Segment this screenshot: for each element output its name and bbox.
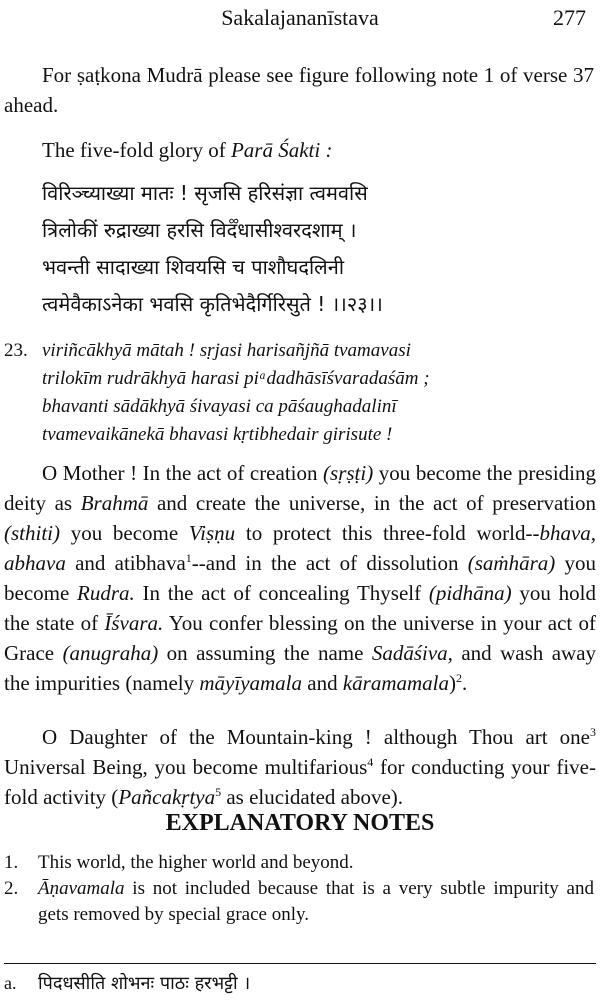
text-run: O Daughter of the Mountain-king ! although Thou art one — [42, 725, 590, 749]
text-run: Universal Being, you become multifarious — [4, 755, 368, 779]
section-heading — [42, 135, 562, 165]
verse-line-1: विरिञ्च्याख्या मातः ! सृजसि हरिसंज्ञा त्वमवसि — [42, 181, 368, 205]
translation-paragraph — [4, 458, 596, 698]
term-pancakrtya: Pañcakṛtya — [118, 785, 216, 809]
note-item — [4, 876, 594, 928]
text-run: In the act of concealing Thyself — [134, 581, 429, 605]
transliteration-line-4: tvamevaikānekā bhavasi kṛtibhedair girisute ! — [42, 424, 393, 445]
text-run: and wash away the impurities (namely — [4, 641, 597, 695]
term-sthiti: (sthiti) — [4, 521, 60, 545]
running-head — [0, 4, 600, 32]
verse-line-4: त्वमेवैकाऽनेका भवसि कृतिभेदैर्गिरिसुते ! ।।२३।। — [42, 292, 383, 316]
text-run: O Mother ! In the act of creation — [42, 461, 324, 485]
text-run: and — [302, 671, 343, 695]
term-anavamala: Āṇavamala — [38, 878, 125, 899]
intro-paragraph: For ṣaṭkona Mudrā please see figure following note 1 of verse 37 ahead. — [4, 63, 594, 117]
text-run: ) — [449, 671, 457, 695]
footnote-ref-3: 3 — [590, 725, 596, 739]
running-title: Sakalajananīstava — [221, 5, 379, 30]
footnote-divider — [4, 963, 596, 964]
conclusion-paragraph — [4, 722, 596, 812]
transliteration-line-3: bhavanti sādākhyā śivayasi ca pāśaughadalinī — [42, 396, 397, 417]
verse-line-2: त्रिलोकीं रुद्राख्या हरसि विद᪲धासीश्वरदशाम् । — [42, 218, 357, 242]
footnote-text: पिदधसीति शोभनः पाठः हरभट्टी । — [38, 973, 251, 994]
term-pidhana: (pidhāna) — [428, 581, 512, 605]
footnote-ref-5: 5 — [215, 785, 222, 799]
text-run: to protect this three-fold world-- — [235, 521, 540, 545]
term-srsti: (sṛṣṭi) — [323, 461, 374, 485]
explanatory-notes-heading: EXPLANATORY NOTES — [165, 810, 435, 836]
term-brahma: Brahmā — [80, 491, 149, 515]
note-text: This world, the higher world and beyond. — [38, 852, 354, 873]
text-run: --and in the act of dissolution — [191, 551, 468, 575]
section-heading-emphasis: Parā Śakti : — [230, 138, 333, 162]
verse-transliteration — [4, 337, 564, 449]
transliteration-line-1 — [4, 337, 564, 365]
explanatory-notes-list — [4, 850, 594, 928]
page-number: 277 — [553, 5, 586, 30]
note-text-run: is not included because that is a very subtle impurity and gets removed by special grace only. — [38, 878, 594, 925]
term-bhava-abhava: bhava, abhava — [4, 521, 597, 575]
text-run: you hold the state of — [4, 581, 596, 635]
text-run: and create the universe, in the act of preservation — [148, 491, 596, 515]
verse-line-3: भवन्ती सादाख्या शिवयसि च पाशौघदलिनी — [42, 255, 345, 279]
note-item — [4, 850, 594, 876]
transliteration-line-2: trilokīm rudrākhyā harasi piᵃdadhāsīśvaradaśām ; — [42, 368, 430, 389]
footnote-ref-4: 4 — [367, 755, 374, 769]
footnote-ref-2: 2 — [456, 671, 463, 685]
footnote — [4, 970, 594, 997]
verse-number: 23. — [4, 340, 28, 361]
text-run: for conducting your five-fold activity ( — [4, 755, 596, 809]
term-mayiyamala: māyīyamala — [199, 671, 303, 695]
text-run: you become the presiding deity as — [4, 461, 596, 515]
term-visnu: Viṣṇu — [188, 521, 236, 545]
term-sadasiva: Sadāśiva, — [371, 641, 453, 665]
footnote-ref-1: 1 — [185, 551, 192, 565]
section-heading-text: The five-fold glory of — [42, 138, 231, 162]
note-number: 2. — [4, 878, 19, 899]
note-text — [38, 876, 594, 928]
footnote-label: a. — [4, 973, 17, 993]
note-number: 1. — [4, 852, 19, 873]
text-run: you become — [4, 551, 597, 605]
term-isvara: Īśvara. — [104, 611, 164, 635]
term-anugraha: (anugraha) — [62, 641, 159, 665]
text-run: you become — [60, 521, 189, 545]
term-rudra: Rudra. — [77, 581, 135, 605]
transliteration-text-1: viriñcākhyā mātah ! sṛjasi harisañjñā tvamavasi — [42, 340, 411, 361]
text-run: . — [462, 671, 468, 695]
text-run: as elucidated above). — [221, 785, 404, 809]
text-run: on assuming the name — [158, 641, 372, 665]
term-samhara: (saṁhāra) — [467, 551, 556, 575]
verse-devanagari — [42, 175, 562, 323]
term-karamamala: kāramamala — [342, 671, 450, 695]
text-run: You confer blessing on the universe in your act of Grace — [4, 611, 597, 665]
text-run: and atibhava — [65, 551, 186, 575]
